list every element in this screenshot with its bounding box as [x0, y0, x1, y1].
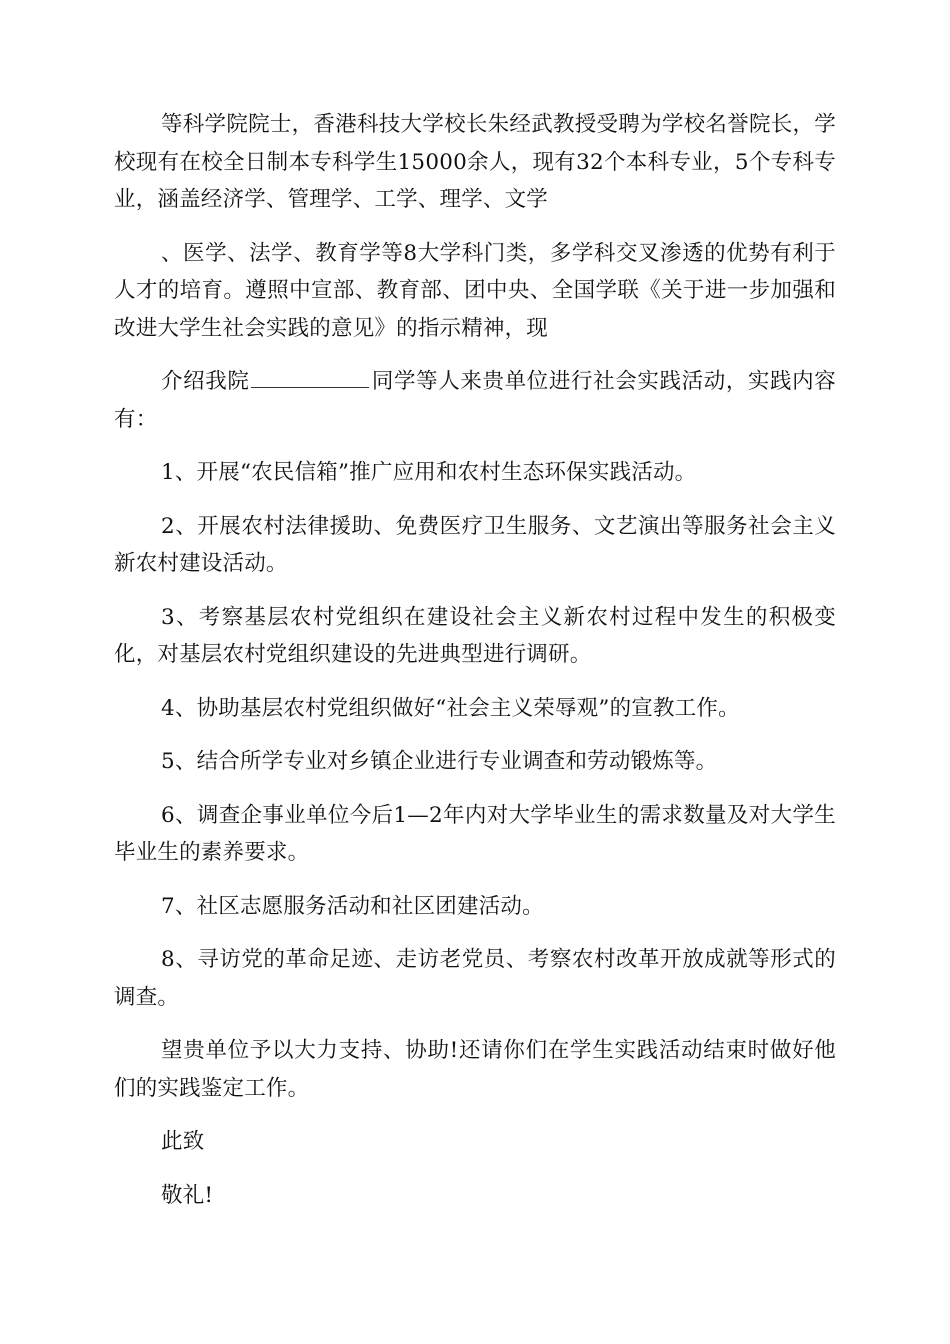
- list-item-7: 7、社区志愿服务活动和社区团建活动。: [161, 893, 544, 919]
- closing-salutation: 此致: [161, 1129, 205, 1154]
- letter-body: [114, 106, 836, 1230]
- list-item-2: 2、开展农村法律援助、免费医疗卫生服务、文艺演出等服务社会主义新农村建设活动。: [114, 513, 836, 576]
- student-name-blank: [251, 367, 369, 388]
- list-item-8: 8、寻访党的革命足迹、走访老党员、考察农村改革开放成就等形式的调查。: [114, 947, 836, 1010]
- list-item-1: 1、开展“农民信箱”推广应用和农村生态环保实践活动。: [161, 460, 697, 485]
- paragraph-school-intro: 等科学院院士，香港科技大学校长朱经武教授受聘为学校名誉院长，学校现有在校全日制本专科学生15000余人，现有32个本科专业，5个专科专业，涵盖经济学、管理学、工学、理学、文学: [114, 112, 836, 212]
- intro-text-before: 介绍我院: [161, 369, 250, 394]
- intro-text-after: 同学等人来贵单位进行社会实践活动，实践内容有：: [114, 369, 836, 432]
- list-item-5: 5、结合所学专业对乡镇企业进行专业调查和劳动锻炼等。: [161, 749, 718, 774]
- list-item-4: 4、协助基层农村党组织做好“社会主义荣辱观”的宣教工作。: [161, 695, 740, 721]
- paragraph-disciplines: 、医学、法学、教育学等8大学科门类，多学科交叉渗透的优势有利于人才的培育。遵照中宣部、教育部、团中央、全国学联《关于进一步加强和改进大学生社会实践的意见》的指示精神，现: [114, 240, 836, 341]
- closing-regards: 敬礼!: [161, 1182, 214, 1208]
- list-item-3: 3、考察基层农村党组织在建设社会主义新农村过程中发生的积极变化，对基层农村党组织建设的先进典型进行调研。: [114, 604, 836, 667]
- paragraph-introduction: [114, 363, 836, 438]
- paragraph-request: 望贵单位予以大力支持、协助!还请你们在学生实践活动结束时做好他们的实践鉴定工作。: [114, 1038, 836, 1101]
- list-item-6: 6、调查企事业单位今后1—2年内对大学毕业生的需求数量及对大学生毕业生的素养要求。: [114, 802, 836, 865]
